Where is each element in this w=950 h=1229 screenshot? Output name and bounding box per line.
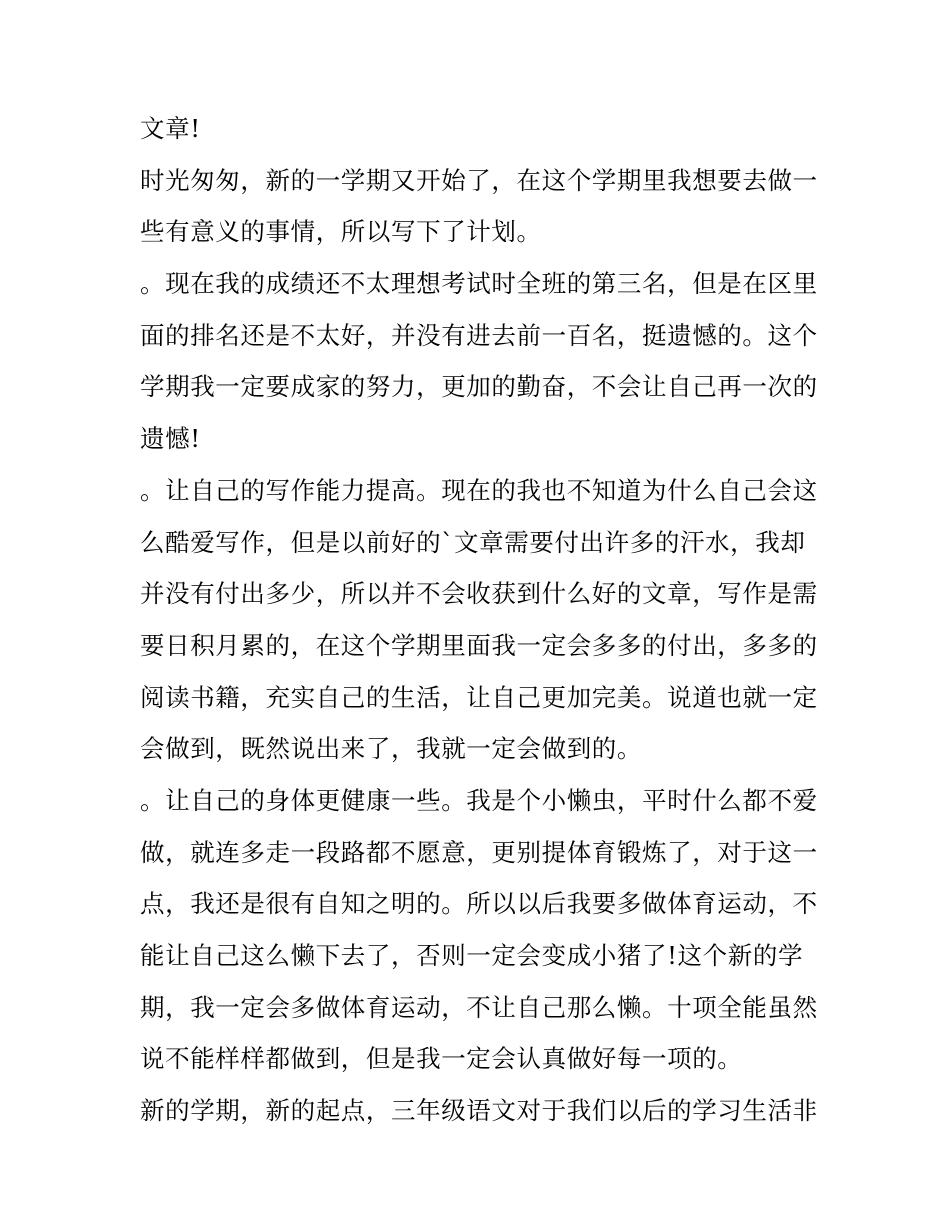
text-line: 。现在我的成绩还不太理想考试时全班的第三名，但是在区里 [140, 269, 818, 299]
text-line: 并没有付出多少，所以并不会收获到什么好的文章，写作是需 [140, 579, 818, 609]
document-body [140, 103, 820, 1137]
text-line: 面的排名还是不太好，并没有进去前一百名，挺遗憾的。这个 [140, 320, 818, 350]
text-line: 期，我一定会多做体育运动，不让自己那么懒。十项全能虽然 [140, 992, 818, 1022]
text-line: 学期我一定要成家的努力，更加的勤奋，不会让自己再一次的 [140, 372, 818, 402]
text-line: 阅读书籍，充实自己的生活，让自己更加完美。说道也就一定 [140, 682, 818, 712]
text-line: 会做到，既然说出来了，我就一定会做到的。 [140, 734, 642, 764]
text-line: 说不能样样都做到，但是我一定会认真做好每一项的。 [140, 1044, 743, 1074]
text-line: 做，就连多走一段路都不愿意，更别提体育锻炼了，对于这一 [140, 837, 818, 867]
text-line: 时光匆匆，新的一学期又开始了，在这个学期里我想要去做一 [140, 165, 818, 195]
text-line: 些有意义的事情，所以写下了计划。 [140, 217, 542, 247]
text-line: 文章! [140, 114, 201, 143]
text-line: 点，我还是很有自知之明的。所以以后我要多做体育运动，不 [140, 889, 818, 919]
text-line: 遗憾! [140, 424, 201, 454]
text-line: 。让自己的身体更健康一些。我是个小懒虫，平时什么都不爱 [140, 785, 818, 815]
text-line: 能让自己这么懒下去了，否则一定会变成小猪了!这个新的学 [140, 941, 804, 970]
text-line: 要日积月累的，在这个学期里面我一定会多多的付出，多多的 [140, 630, 818, 660]
text-line: 新的学期，新的起点，三年级语文对于我们以后的学习生活非 [140, 1096, 818, 1126]
text-line: 么酷爱写作，但是以前好的`文章需要付出许多的汗水，我却 [140, 527, 806, 557]
text-line: 。让自己的写作能力提高。现在的我也不知道为什么自己会这 [140, 475, 818, 505]
